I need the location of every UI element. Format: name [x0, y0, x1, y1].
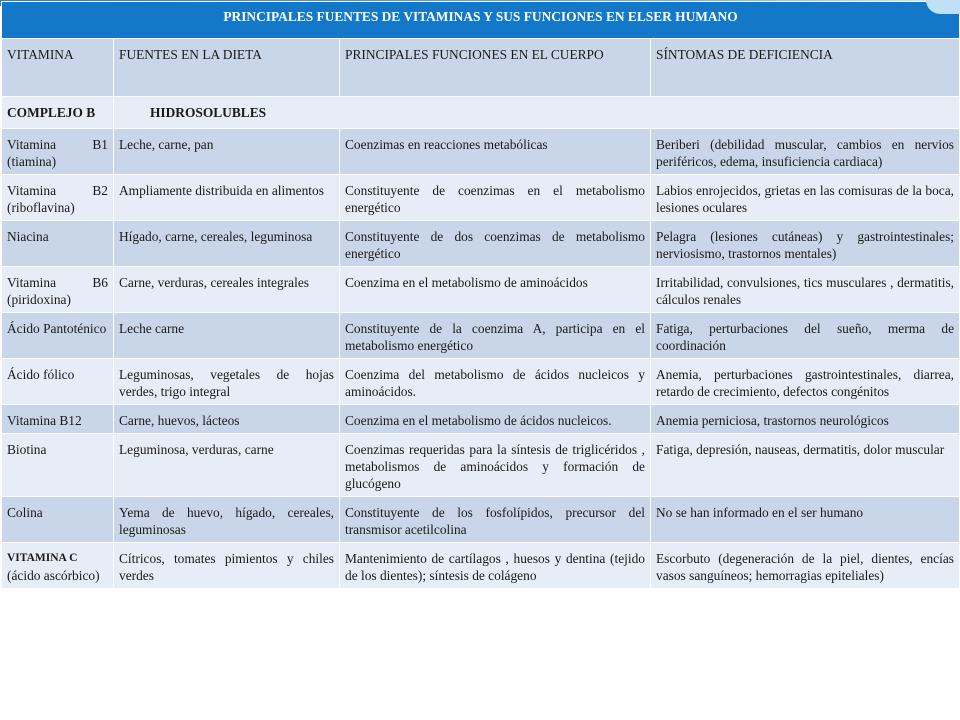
- cell-fuentes: Carne, huevos, lácteos: [114, 405, 340, 434]
- vitamin-c-label: VITAMINA C: [7, 552, 78, 564]
- cell-fuentes: Yema de huevo, hígado, cereales, leguminosas: [114, 497, 340, 543]
- cell-fuentes: Leche carne: [114, 313, 340, 359]
- header-funciones: PRINCIPALES FUNCIONES EN EL CUERPO: [340, 39, 651, 97]
- table-title-row: [2, 2, 960, 39]
- cell-sintomas: No se han informado en el ser humano: [651, 497, 960, 543]
- cell-fuentes: Cítricos, tomates pimientos y chiles verdes: [114, 543, 340, 589]
- cell-vitamina: Vitamina B6 (piridoxina): [2, 267, 114, 313]
- cell-funciones: Constituyente de dos coenzimas de metabolismo energético: [340, 221, 651, 267]
- cell-sintomas: Labios enrojecidos, grietas en las comisuras de la boca, lesiones oculares: [651, 175, 960, 221]
- cell-vitamina: Ácido fólico: [2, 359, 114, 405]
- cell-fuentes: Leche, carne, pan: [114, 129, 340, 175]
- cell-vitamina: Vitamina B2 (riboflavina): [2, 175, 114, 221]
- cell-funciones: Constituyente de coenzimas en el metabolismo energético: [340, 175, 651, 221]
- table-row: [2, 221, 960, 267]
- cell-vitamina: Ácido Pantoténico: [2, 313, 114, 359]
- cell-fuentes: Hígado, carne, cereales, leguminosa: [114, 221, 340, 267]
- cell-funciones: Coenzimas requeridas para la síntesis de triglicéridos , metabolismos de aminoácidos y formación de glucógeno: [340, 434, 651, 497]
- cell-sintomas: Anemia perniciosa, trastornos neurológicos: [651, 405, 960, 434]
- vitamins-table: [1, 1, 960, 589]
- cell-fuentes: Ampliamente distribuida en alimentos: [114, 175, 340, 221]
- cell-funciones: Coenzima en el metabolismo de ácidos nucleicos.: [340, 405, 651, 434]
- table-row: [2, 175, 960, 221]
- cell-vitamina: Biotina: [2, 434, 114, 497]
- table-row: [2, 129, 960, 175]
- cell-sintomas: Fatiga, perturbaciones del sueño, merma de coordinación: [651, 313, 960, 359]
- table-row: [2, 267, 960, 313]
- table-row: [2, 405, 960, 434]
- group-label-hidrosolubles: HIDROSOLUBLES: [114, 97, 960, 129]
- cell-vitamina: Niacina: [2, 221, 114, 267]
- cell-funciones: Coenzima en el metabolismo de aminoácidos: [340, 267, 651, 313]
- table-row: [2, 543, 960, 589]
- cell-fuentes: Carne, verduras, cereales integrales: [114, 267, 340, 313]
- cell-sintomas: Anemia, perturbaciones gastrointestinales, diarrea, retardo de crecimiento, defectos congénitos: [651, 359, 960, 405]
- header-sintomas: SÍNTOMAS DE DEFICIENCIA: [651, 39, 960, 97]
- table-row: [2, 497, 960, 543]
- cell-funciones: Coenzima del metabolismo de ácidos nucleicos y aminoácidos.: [340, 359, 651, 405]
- cell-sintomas: Fatiga, depresión, nauseas, dermatitis, dolor muscular: [651, 434, 960, 497]
- cell-sintomas: Beriberi (debilidad muscular, cambios en nervios periféricos, edema, insuficiencia cardiaca): [651, 129, 960, 175]
- cell-vitamina: Colina: [2, 497, 114, 543]
- cell-funciones: Constituyente de los fosfolípidos, precursor del transmisor acetilcolina: [340, 497, 651, 543]
- header-vitamina: VITAMINA: [2, 39, 114, 97]
- table-title: PRINCIPALES FUENTES DE VITAMINAS Y SUS FUNCIONES EN ELSER HUMANO: [2, 2, 960, 39]
- header-row: [2, 39, 960, 97]
- cell-sintomas: Pelagra (lesiones cutáneas) y gastrointestinales; nerviosismo, trastornos mentales): [651, 221, 960, 267]
- cell-sintomas: Irritabilidad, convulsiones, tics musculares , dermatitis, cálculos renales: [651, 267, 960, 313]
- cell-fuentes: Leguminosa, verduras, carne: [114, 434, 340, 497]
- cell-sintomas: Escorbuto (degeneración de la piel, dientes, encías vasos sanguíneos; hemorragias epiteliales): [651, 543, 960, 589]
- cell-fuentes: Leguminosas, vegetales de hojas verdes, trigo integral: [114, 359, 340, 405]
- cell-funciones: Mantenimiento de cartílagos , huesos y dentina (tejido de los dientes); síntesis de colágeno: [340, 543, 651, 589]
- header-fuentes: FUENTES EN LA DIETA: [114, 39, 340, 97]
- cell-vitamina: Vitamina B12: [2, 405, 114, 434]
- cell-funciones: Constituyente de la coenzima A, participa en el metabolismo energético: [340, 313, 651, 359]
- cell-funciones: Coenzimas en reacciones metabólicas: [340, 129, 651, 175]
- table-row: [2, 434, 960, 497]
- cell-vitamina: Vitamina B1 (tiamina): [2, 129, 114, 175]
- table-row: [2, 359, 960, 405]
- table-row: [2, 313, 960, 359]
- group-row: [2, 97, 960, 129]
- vitamin-c-subtitle: (ácido ascórbico): [7, 568, 100, 583]
- cell-vitamina: [2, 543, 114, 589]
- group-label-complejo-b: COMPLEJO B: [2, 97, 114, 129]
